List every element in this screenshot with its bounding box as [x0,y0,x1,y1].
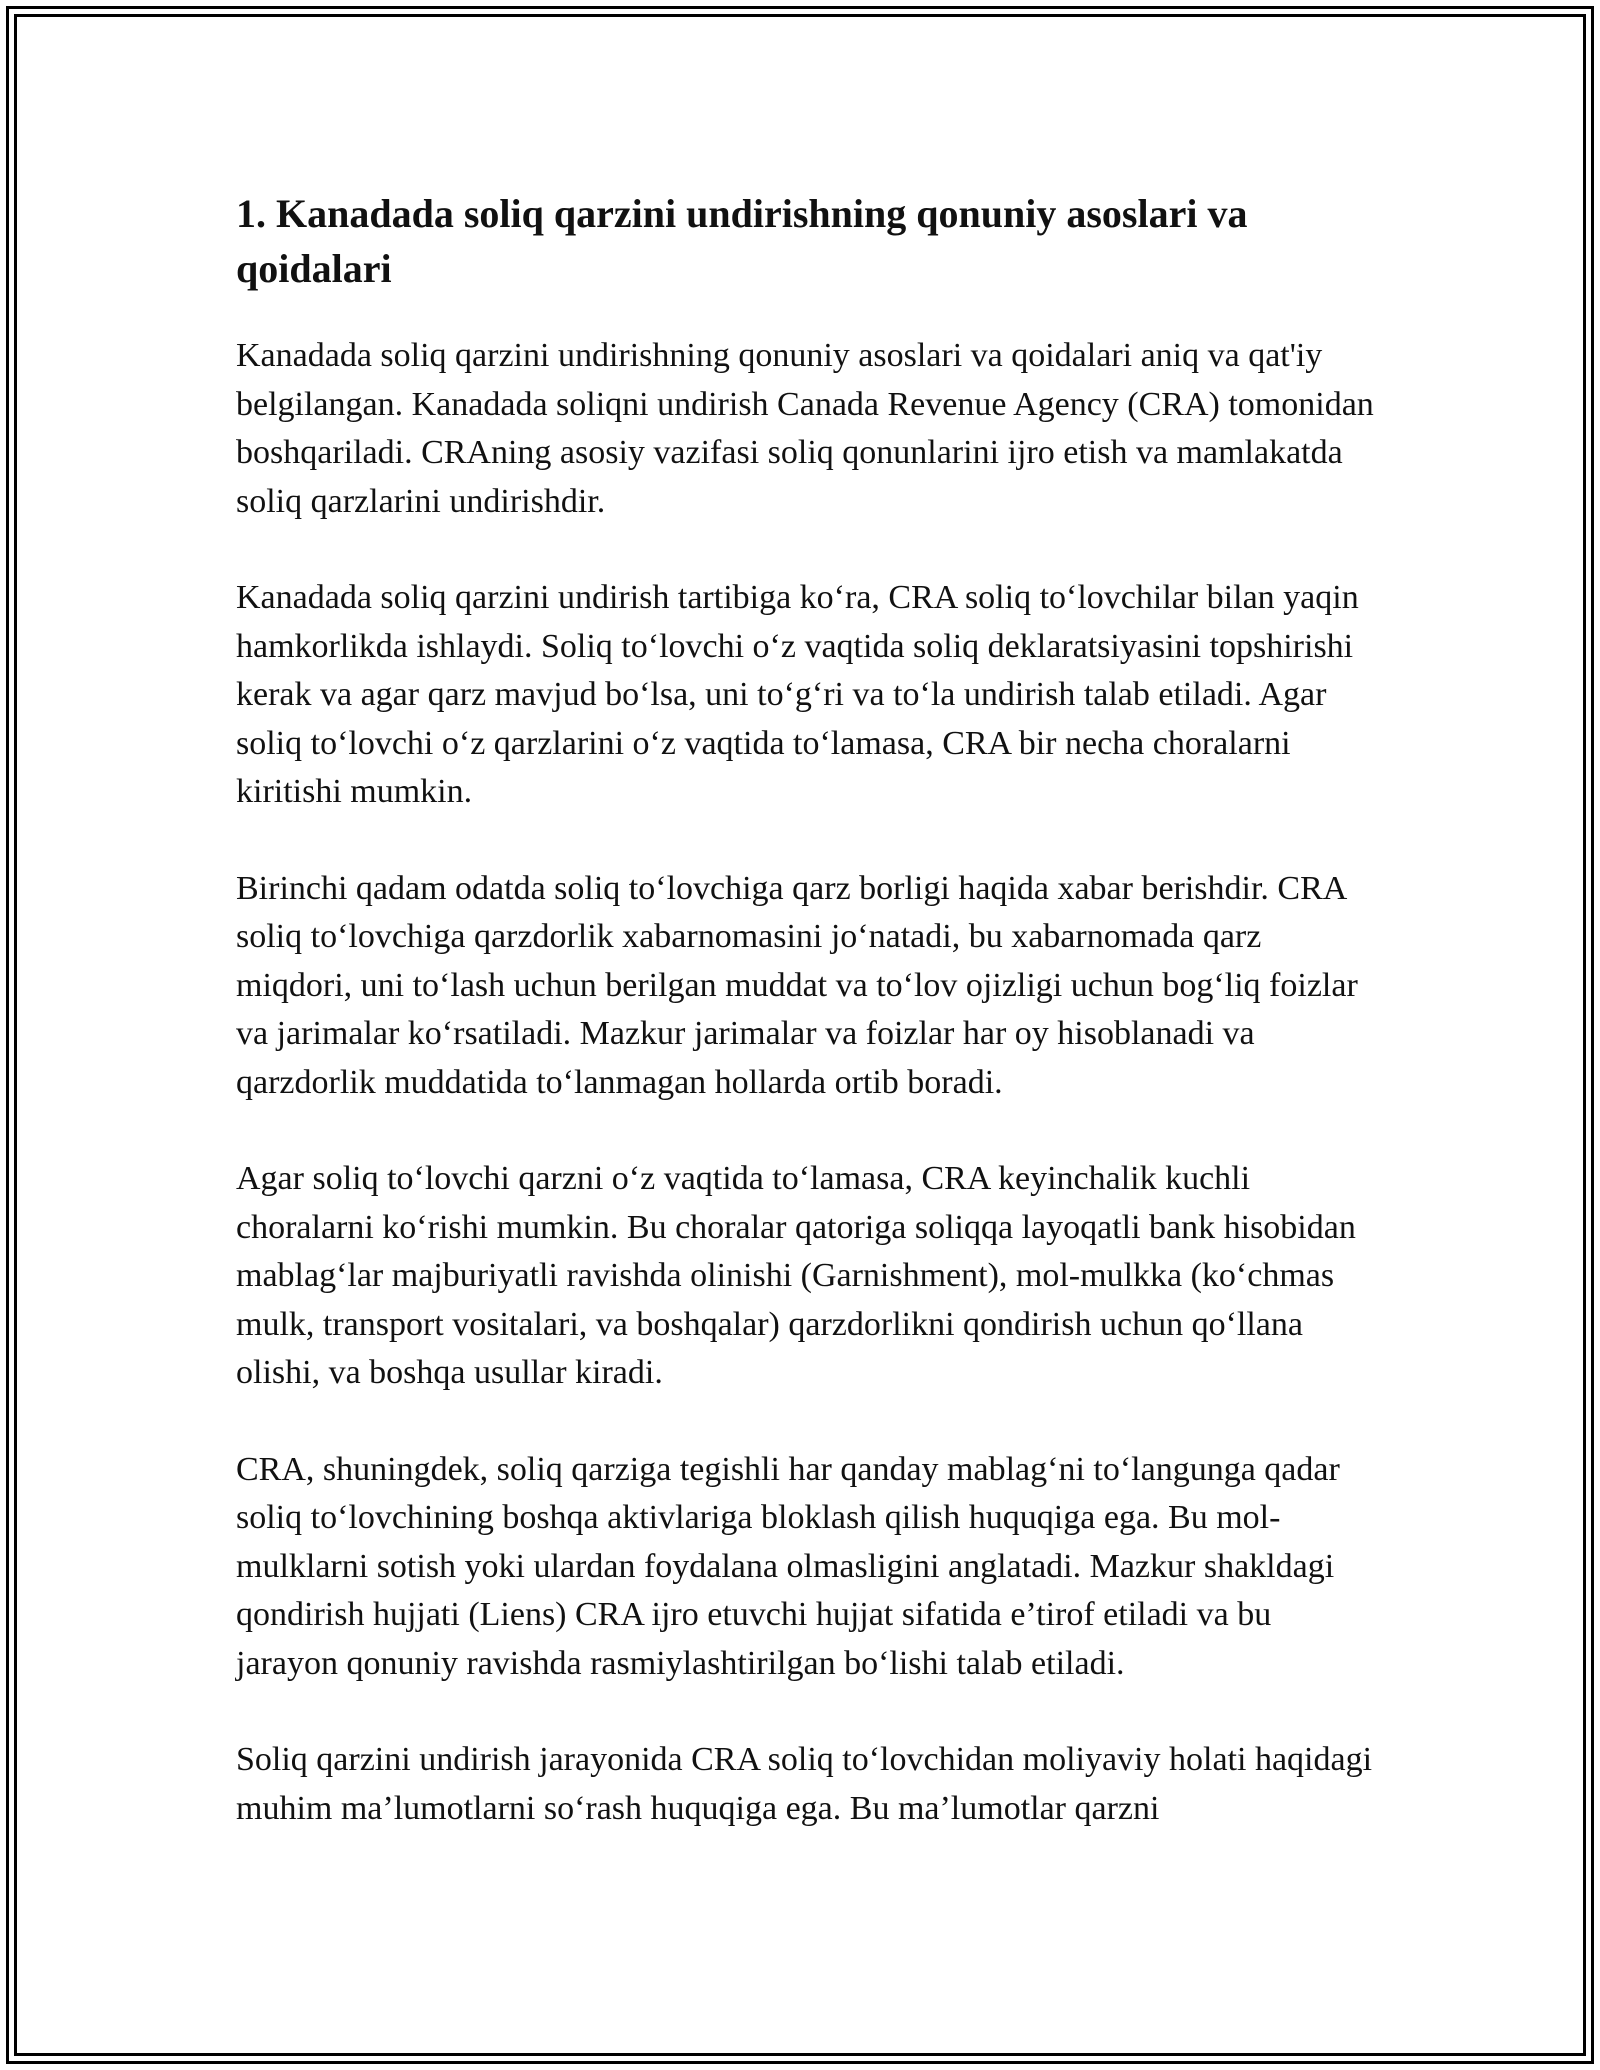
document-body [236,186,1376,1881]
paragraph-6: Soliq qarzini undirish jarayonida CRA soliq to‘lovchidan moliyaviy holati haqidagi muhim ma’lumotlarni so‘rash huquqiga ega. Bu ma’lumotlar qarzni [236,1741,1373,1827]
section-heading: 1. Kanadada soliq qarzini undirishning qonuniy asoslari va qoidalari [236,191,1248,291]
paragraph-2: Kanadada soliq qarzini undirish tartibiga ko‘ra, CRA soliq to‘lovchilar bilan yaqin hamkorlikda ishlaydi. Soliq to‘lovchi o‘z vaqtida soliq deklaratsiyasini topshirishi kerak va agar qarz mavjud bo‘lsa, uni to‘g‘ri va to‘la undirish talab etiladi. Agar soliq to‘lovchi o‘z qarzlarini o‘z vaqtida to‘lamasa, CRA bir necha choralarni kiritishi mumkin. [236,579,1359,810]
paragraph-4: Agar soliq to‘lovchi qarzni o‘z vaqtida to‘lamasa, CRA keyinchalik kuchli choralarni ko‘rishi mumkin. Bu choralar qatoriga soliqqa layoqatli bank hisobidan mablag‘lar majburiyatli ravishda olinishi (Garnishment), mol-mulkka (ko‘chmas mulk, transport vositalari, va boshqalar) qarzdorlikni qondirish uchun qo‘llana olishi, va boshqa usullar kiradi. [236,1160,1356,1391]
paragraph-1: Kanadada soliq qarzini undirishning qonuniy asoslari va qoidalari aniq va qat'iy belgilangan. Kanadada soliqni undirish Canada Revenue Agency (CRA) tomonidan boshqariladi. CRAning asosiy vazifasi soliq qonunlarini ijro etish va mamlakatda soliq qarzlarini undirishdir. [236,337,1374,520]
paragraph-3: Birinchi qadam odatda soliq to‘lovchiga qarz borligi haqida xabar berishdir. CRA soliq to‘lovchiga qarzdorlik xabarnomasini jo‘natadi, bu xabarnomada qarz miqdori, uni to‘lash uchun berilgan muddat va to‘lov ojizligi uchun bog‘liq foizlar va jarimalar ko‘rsatiladi. Mazkur jarimalar va foizlar har oy hisoblanadi va qarzdorlik muddatida to‘lanmagan hollarda ortib boradi. [236,869,1358,1101]
paragraph-5: CRA, shuningdek, soliq qarziga tegishli har qanday mablag‘ni to‘langunga qadar soliq to‘lovchining boshqa aktivlariga bloklash qilish huquqiga ega. Bu mol-mulklarni sotish yoki ulardan foydalana olmasligini anglatadi. Mazkur shakldagi qondirish hujjati (Liens) CRA ijro etuvchi hujjat sifatida e’tirof etiladi va bu jarayon qonuniy ravishda rasmiylashtirilgan bo‘lishi talab etiladi. [236,1450,1340,1682]
